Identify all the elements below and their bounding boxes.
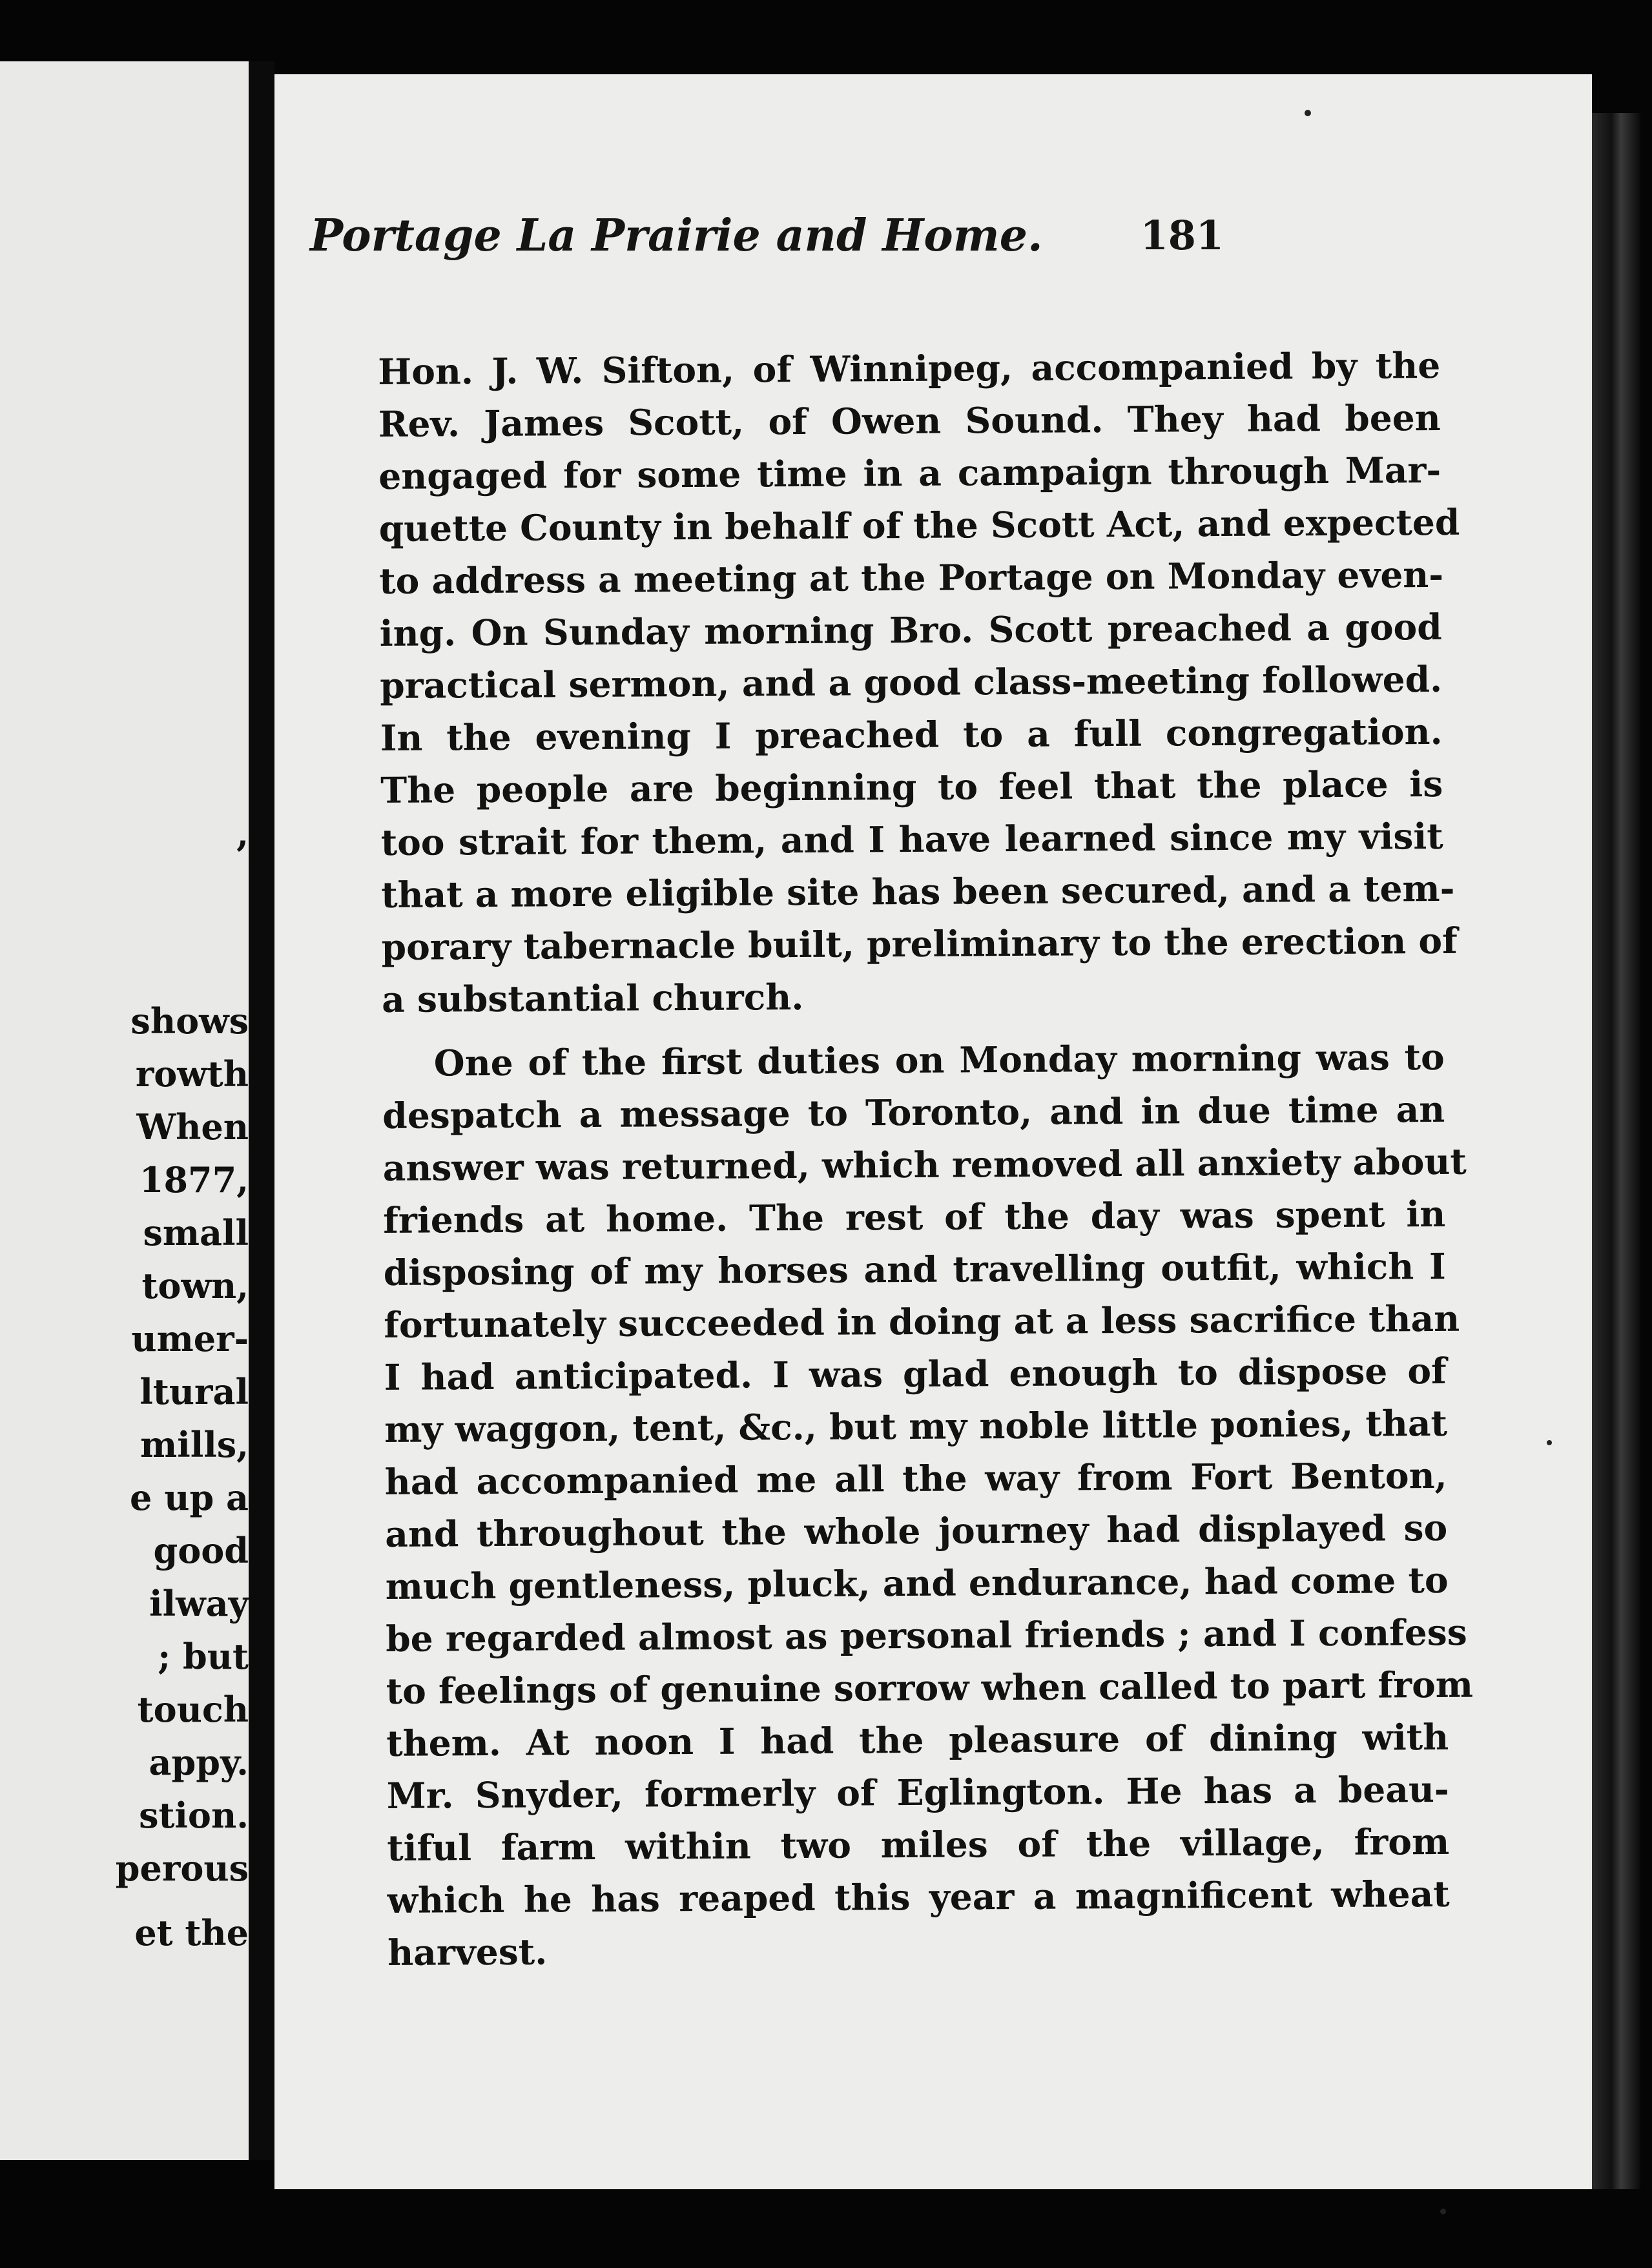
facing-page-line: et the <box>134 1912 249 1954</box>
text-line: quette County in behalf of the Scott Act, and expected <box>378 500 1460 550</box>
paragraph-2 <box>382 1031 1474 1979</box>
page-number: 181 <box>1140 212 1224 259</box>
text-line: tiful farm within two miles of the village, from <box>387 1820 1450 1869</box>
text-line: too strait for them, and I have learned since my visit <box>380 814 1443 863</box>
text-line: fortunately succeeded in doing at a less sacrifice than <box>384 1297 1460 1346</box>
facing-page-line: stion. <box>139 1795 249 1836</box>
text-line: harvest. <box>387 1930 548 1974</box>
text-line: and throughout the whole journey had displayed so <box>385 1506 1448 1555</box>
body-text <box>378 339 1474 1979</box>
text-line: a substantial church. <box>381 975 804 1020</box>
text-line: One of the first duties on Monday morning was to <box>433 1035 1445 1084</box>
text-line: The people are beginning to feel that the place is <box>380 762 1443 811</box>
running-head <box>310 200 1266 271</box>
book-gutter <box>249 61 274 2160</box>
text-line: porary tabernacle built, preliminary to the erection of <box>381 919 1458 968</box>
facing-page-line: 1877, <box>139 1159 249 1201</box>
facing-page-line: , <box>236 813 249 854</box>
text-line: them. At noon I had the pleasure of dining with <box>386 1715 1449 1764</box>
facing-page-line: ; but <box>158 1636 249 1677</box>
page-edge-stack <box>1592 113 1640 2189</box>
facing-page-line: mills, <box>140 1424 249 1465</box>
text-line: to address a meeting at the Portage on Monday even- <box>379 553 1444 602</box>
facing-page-line: e up a <box>130 1477 249 1518</box>
facing-page-line: appy. <box>149 1742 249 1783</box>
text-line: In the evening I preached to a full congregation. <box>380 710 1443 759</box>
text-line: which he has reaped this year a magnificent wheat <box>387 1872 1450 1921</box>
text-line: disposing of my horses and travelling outfit, which I <box>383 1244 1446 1294</box>
ink-speck <box>1440 2209 1446 2214</box>
facing-page-line: ltural <box>139 1371 249 1412</box>
facing-page-line: umer- <box>131 1318 249 1359</box>
facing-page-line: town, <box>141 1265 249 1306</box>
text-line: engaged for some time in a campaign through Mar- <box>378 448 1441 497</box>
text-line: that a more eligible site has been secured, and a tem- <box>380 867 1455 916</box>
text-line: answer was returned, which removed all anxiety about <box>382 1140 1467 1189</box>
text-line: friends at home. The rest of the day was spent in <box>383 1192 1446 1241</box>
facing-page-line: rowth <box>135 1053 249 1095</box>
paragraph-1 <box>378 339 1460 1026</box>
running-title: Portage La Prairie and Home. <box>310 210 1043 262</box>
ink-speck <box>1305 110 1311 116</box>
text-line: practical sermon, and a good class-meeting followed. <box>380 657 1443 706</box>
ink-speck <box>1547 1440 1552 1445</box>
text-line: be regarded almost as personal friends ; and I confess <box>386 1611 1467 1660</box>
text-line: Rev. James Scott, of Owen Sound. They had been <box>378 396 1441 445</box>
text-line: I had anticipated. I was glad enough to dispose of <box>384 1349 1447 1398</box>
text-line: had accompanied me all the way from Fort Benton, <box>384 1454 1447 1503</box>
text-line: Hon. J. W. Sifton, of Winnipeg, accompanied by the <box>378 344 1441 393</box>
facing-page-fragment <box>0 61 249 2160</box>
facing-page-line: touch <box>137 1689 249 1730</box>
text-line: despatch a message to Toronto, and in due time an <box>382 1088 1445 1137</box>
text-line: Mr. Snyder, formerly of Eglington. He has a beau- <box>386 1768 1449 1817</box>
facing-page-line: perous <box>115 1848 249 1889</box>
text-line: ing. On Sunday morning Bro. Scott preached a good <box>379 605 1442 654</box>
facing-page-line: shows <box>130 1000 249 1042</box>
text-line: much gentleness, pluck, and endurance, had come to <box>385 1558 1449 1607</box>
facing-page-line: When <box>136 1106 249 1148</box>
facing-page-line: ilway <box>149 1583 249 1624</box>
text-line: to feelings of genuine sorrow when called to part from <box>386 1663 1474 1712</box>
facing-page-line: good <box>153 1530 249 1571</box>
facing-page-line: small <box>143 1212 249 1253</box>
text-line: my waggon, tent, &c., but my noble little ponies, that <box>384 1401 1448 1450</box>
